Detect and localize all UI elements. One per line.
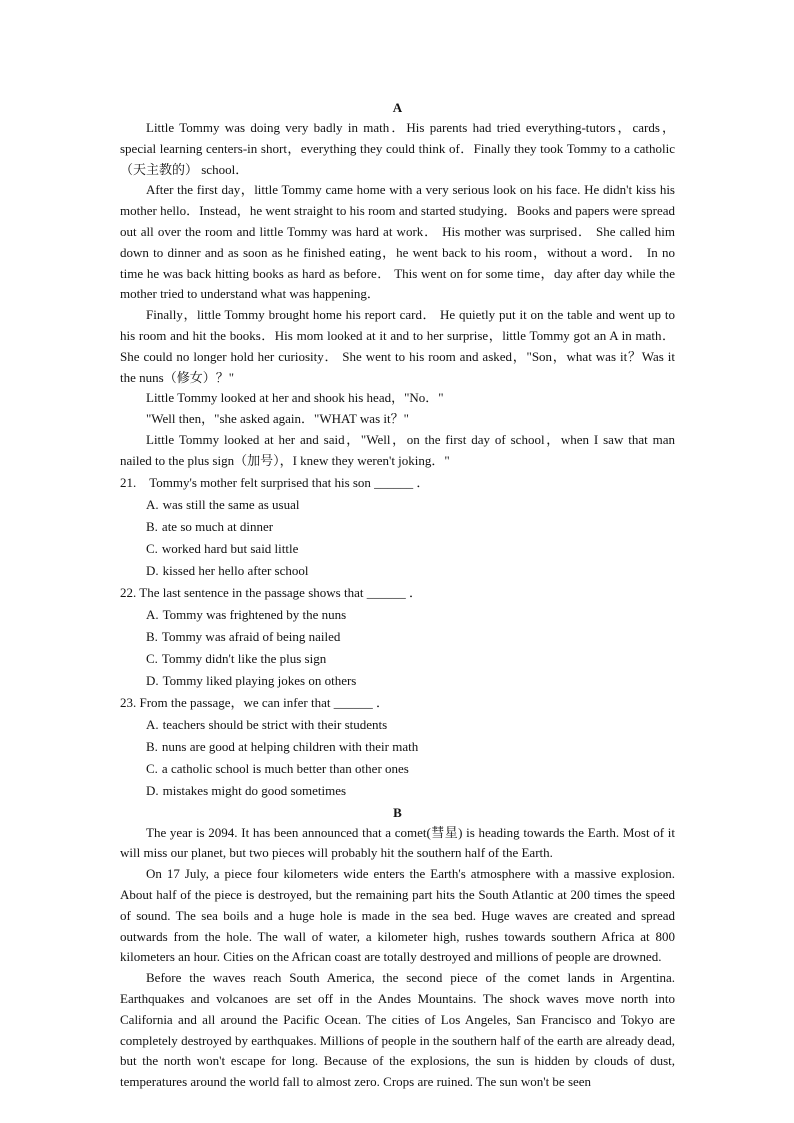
passage-a-paragraph-4: Little Tommy looked at her and shook his head，"No．": [146, 390, 444, 406]
option-letter: B.: [146, 628, 158, 644]
option-text: was still the same as usual: [162, 496, 300, 512]
question-stem: 21. Tommy's mother felt surprised that his son ______ ．: [120, 474, 430, 490]
option-text: ate so much at dinner: [161, 518, 274, 534]
question-stem: 23. From the passage，we can infer that ______ ．: [120, 694, 389, 710]
option-letter: D.: [146, 782, 159, 798]
question-21: [120, 472, 675, 582]
option-d: [146, 670, 423, 692]
option-letter: B.: [146, 518, 158, 534]
option-letter: A.: [146, 716, 159, 732]
option-list: [120, 494, 675, 582]
passage-a-paragraph-6: Little Tommy looked at her and said，"Well，on the first day of school，when I saw that man nailed to the plus sign（加号），I knew they weren't joking．": [120, 431, 675, 468]
option-b: [146, 516, 423, 538]
option-text: Tommy didn't like the plus sign: [161, 650, 327, 666]
option-text: worked hard but said little: [161, 540, 299, 556]
option-letter: D.: [146, 562, 159, 578]
option-letter: C.: [146, 760, 158, 776]
option-text: nuns are good at helping children with their math: [161, 738, 419, 754]
option-b: [146, 736, 675, 758]
passage-a-paragraph-5: "Well then，"she asked again．"WHAT was it？": [146, 411, 409, 427]
option-c: [146, 758, 675, 780]
option-letter: C.: [146, 650, 158, 666]
option-b: [146, 626, 423, 648]
option-text: Tommy was frightened by the nuns: [162, 606, 347, 622]
section-a-heading: A: [392, 100, 403, 115]
option-letter: C.: [146, 540, 158, 556]
option-letter: A.: [146, 496, 159, 512]
question-stem: 22. The last sentence in the passage shows that ______ ．: [120, 584, 422, 600]
passage-b-paragraph-3: Before the waves reach South America, the second piece of the comet lands in Argentina. Earthquakes and volcanoes are set off in the Andes Mountains. The shock waves move north into California and all around the Pacific Ocean. The cities of Los Angeles, San Francisco and Tokyo are completely destroyed by earthquakes. Millions of people in the southern half of the earth are already dead, but the north won't escape for long. Because of the explosions, the sun is hidden by clouds of dust, temperatures around the world fall to almost zero. Crops are ruined. The sun won't be seen: [120, 970, 675, 1090]
option-list: [120, 714, 675, 802]
option-a: [146, 604, 423, 626]
option-text: Tommy was afraid of being nailed: [161, 628, 341, 644]
option-d: [146, 560, 423, 582]
question-22: [120, 582, 675, 692]
passage-b-paragraph-1: The year is 2094. It has been announced that a comet(彗星) is heading towards the Earth. Most of it will miss our planet, but two pieces will probably hit the southern half of the Earth.: [120, 824, 675, 861]
option-c: [146, 648, 423, 670]
option-c: [146, 538, 423, 560]
option-d: [146, 780, 675, 802]
passage-a-paragraph-2: After the first day，little Tommy came home with a very serious look on his face. He didn't kiss his mother hello．Instead，he went straight to his room and started studying．Books and papers were spread out all over the room and little Tommy was hard at work． His mother was surprised． She called him down to dinner and as soon as he finished eating，he went back to his room，without a word． In no time he was back hitting books as hard as before． This went on for some time，day after day while the mother tried to understand what was happening．: [120, 182, 675, 302]
option-letter: D.: [146, 672, 159, 688]
passage-a-paragraph-3: Finally，little Tommy brought home his report card． He quietly put it on the table and went up to his room and hit the books．His mom looked at it and to her surprise，little Tommy got an A in math． She could no longer hold her curiosity． She went to his room and asked，"Son，what was it？Was it the nuns（修女）？": [120, 307, 675, 385]
option-text: mistakes might do good sometimes: [162, 782, 347, 798]
passage-a-paragraph-1: Little Tommy was doing very badly in math．His parents had tried everything-tutors，cards，special learning centers-in short，everything they could think of．Finally they took Tommy to a catholic（天主教的） school．: [120, 120, 675, 177]
passage-b-paragraph-2: On 17 July, a piece four kilometers wide enters the Earth's atmosphere with a massive explosion. About half of the piece is destroyed, but the remaining part hits the South Atlantic at 200 times the speed of sound. The sea boils and a huge hole is made in the sea bed. Huge waves are created and spread outwards from the hole. The wall of water, a kilometer high, rushes towards southern Africa at 800 kilometers an hour. Cities on the African coast are totally destroyed and millions of people are drowned.: [120, 866, 675, 965]
option-a: [146, 494, 423, 516]
option-text: kissed her hello after school: [162, 562, 309, 578]
option-letter: A.: [146, 606, 159, 622]
option-text: teachers should be strict with their students: [162, 716, 388, 732]
option-a: [146, 714, 675, 736]
option-text: Tommy liked playing jokes on others: [162, 672, 357, 688]
option-text: a catholic school is much better than other ones: [161, 760, 409, 776]
option-letter: B.: [146, 738, 158, 754]
document-content: [120, 97, 675, 1093]
section-b-heading: B: [393, 804, 402, 820]
question-23: [120, 692, 675, 802]
option-list: [120, 604, 675, 692]
